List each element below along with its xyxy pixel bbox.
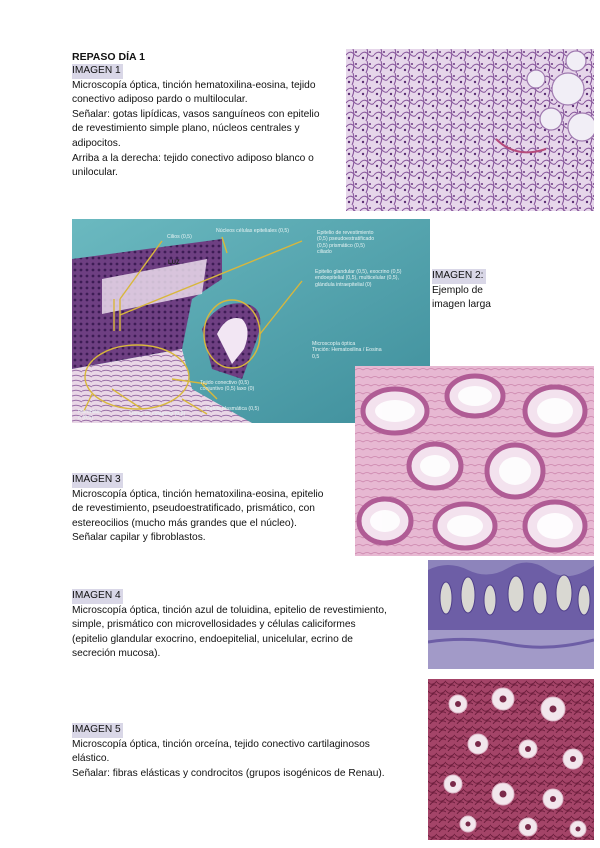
diagram-label-line: conjuntivo (0,5) laxo (0) bbox=[200, 386, 255, 393]
imagen4-text-block bbox=[72, 589, 422, 662]
diagram-label-tejido-conectivo bbox=[200, 380, 254, 393]
diagram-label-line: (0,5) pseudoestratificado bbox=[317, 236, 375, 243]
imagen3-text-block bbox=[72, 473, 352, 546]
page-title: REPASO DÍA 1 bbox=[72, 51, 145, 63]
imagen3-heading: IMAGEN 3 bbox=[72, 473, 123, 488]
imagen1-line: Arriba a la derecha: tejido conectivo adiposo blanco o bbox=[72, 152, 314, 164]
imagen1-line: Señalar: gotas lipídicas, vasos sanguíneos con epitelio bbox=[72, 108, 320, 120]
imagen4-line: secreción mucosa). bbox=[72, 648, 161, 660]
imagen1-line: conectivo adiposo pardo o multilocular. bbox=[72, 94, 248, 106]
diagram-label-line: (0,5) prismático (0,5) bbox=[317, 242, 365, 249]
diagram-label-plasmatica: Célula plasmática (0,5) bbox=[206, 406, 260, 412]
diagram-label-microscopia bbox=[312, 341, 382, 360]
diagram-label-line: Fibroblast bbox=[78, 409, 101, 415]
diagram-label-fibroblastos bbox=[78, 409, 101, 422]
imagen3-line: Microscopía óptica, tinción hematoxilina-eosina, epitelio bbox=[72, 488, 324, 500]
diagram-label-line: 0,5 bbox=[312, 353, 320, 360]
imagen4-heading: IMAGEN 4 bbox=[72, 589, 123, 604]
imagen1-line: unilocular. bbox=[72, 167, 118, 179]
diagram-label-epitelio-revestimiento bbox=[317, 230, 374, 256]
imagen4-line: (epitelio glandular exocrino, endoepitelial, unicelular, ecrino de bbox=[72, 633, 353, 645]
imagen5-line: Microscopía óptica, tinción orceína, tejido conectivo cartilaginosos bbox=[72, 738, 370, 750]
imagen4-line: Microscopía óptica, tinción azul de toluidina, epitelio de revestimiento, bbox=[72, 604, 387, 616]
diagram-label-line: Epitelio glandular (0,5), exocrino (0,5) bbox=[315, 269, 402, 275]
imagen1-micrograph bbox=[346, 49, 594, 211]
diagram-label-line: o (0,5) bbox=[78, 415, 93, 422]
diagram-label-line: glándula intraepitelial (0) bbox=[315, 281, 372, 288]
imagen1-line: de revestimiento simple plano, núcleos centrales y bbox=[72, 123, 300, 135]
imagen5-line: elástico. bbox=[72, 753, 110, 765]
imagen3-line: Señalar capilar y fibroblastos. bbox=[72, 532, 206, 544]
imagen4-micrograph bbox=[428, 560, 594, 669]
diagram-label-line: Tejido conectivo (0,5) bbox=[200, 380, 250, 386]
imagen2-line: imagen larga bbox=[432, 299, 491, 311]
imagen1-line: adipocitos. bbox=[72, 137, 121, 149]
diagram-label-cilios: Cilios (0,5) bbox=[167, 234, 192, 240]
diagram-label-line: Tinción: Hematoxilina / Eosina bbox=[312, 347, 382, 354]
imagen5-line: Señalar: fibras elásticas y condrocitos (grupos isogénicos de Renau). bbox=[72, 767, 385, 779]
imagen1-line: Microscopía óptica, tinción hematoxilina-eosina, tejido bbox=[72, 79, 316, 91]
imagen4-line: simple, prismático con microvellosidades y células caliciformes bbox=[72, 619, 356, 631]
imagen3-line: de revestimiento, pseudoestratificado, prismático, con bbox=[72, 503, 315, 515]
imagen2-caption bbox=[432, 269, 522, 313]
diagram-label-line: endoepitelial (0,5), multicelular (0,5), bbox=[315, 275, 399, 282]
imagen5-micrograph bbox=[428, 679, 594, 840]
imagen5-text-block bbox=[72, 723, 422, 781]
imagen2-heading: IMAGEN 2: bbox=[432, 269, 486, 284]
imagen1-heading: IMAGEN 1 bbox=[72, 64, 123, 79]
diagram-label-line: ciliado bbox=[317, 249, 332, 256]
imagen2-line: Ejemplo de bbox=[432, 284, 483, 296]
diagram-label-line: Microscopía óptica bbox=[312, 341, 356, 347]
diagram-label-line: Epitelio de revestimiento bbox=[317, 230, 374, 236]
diagram-label-nucleos: Núcleos células epiteliales (0,5) bbox=[216, 228, 289, 234]
imagen3-line: estereocilios (mucho más grandes que el núcleo). bbox=[72, 517, 297, 529]
diagram-label-epitelio-glandular bbox=[315, 269, 402, 288]
diagram-label-luz: LUZ bbox=[168, 260, 180, 266]
imagen1-text-block bbox=[72, 50, 352, 181]
diagram-label-fibras: Fibras de colágeno (0,5) bbox=[129, 411, 186, 417]
imagen3-micrograph bbox=[355, 366, 594, 556]
imagen5-heading: IMAGEN 5 bbox=[72, 723, 123, 738]
